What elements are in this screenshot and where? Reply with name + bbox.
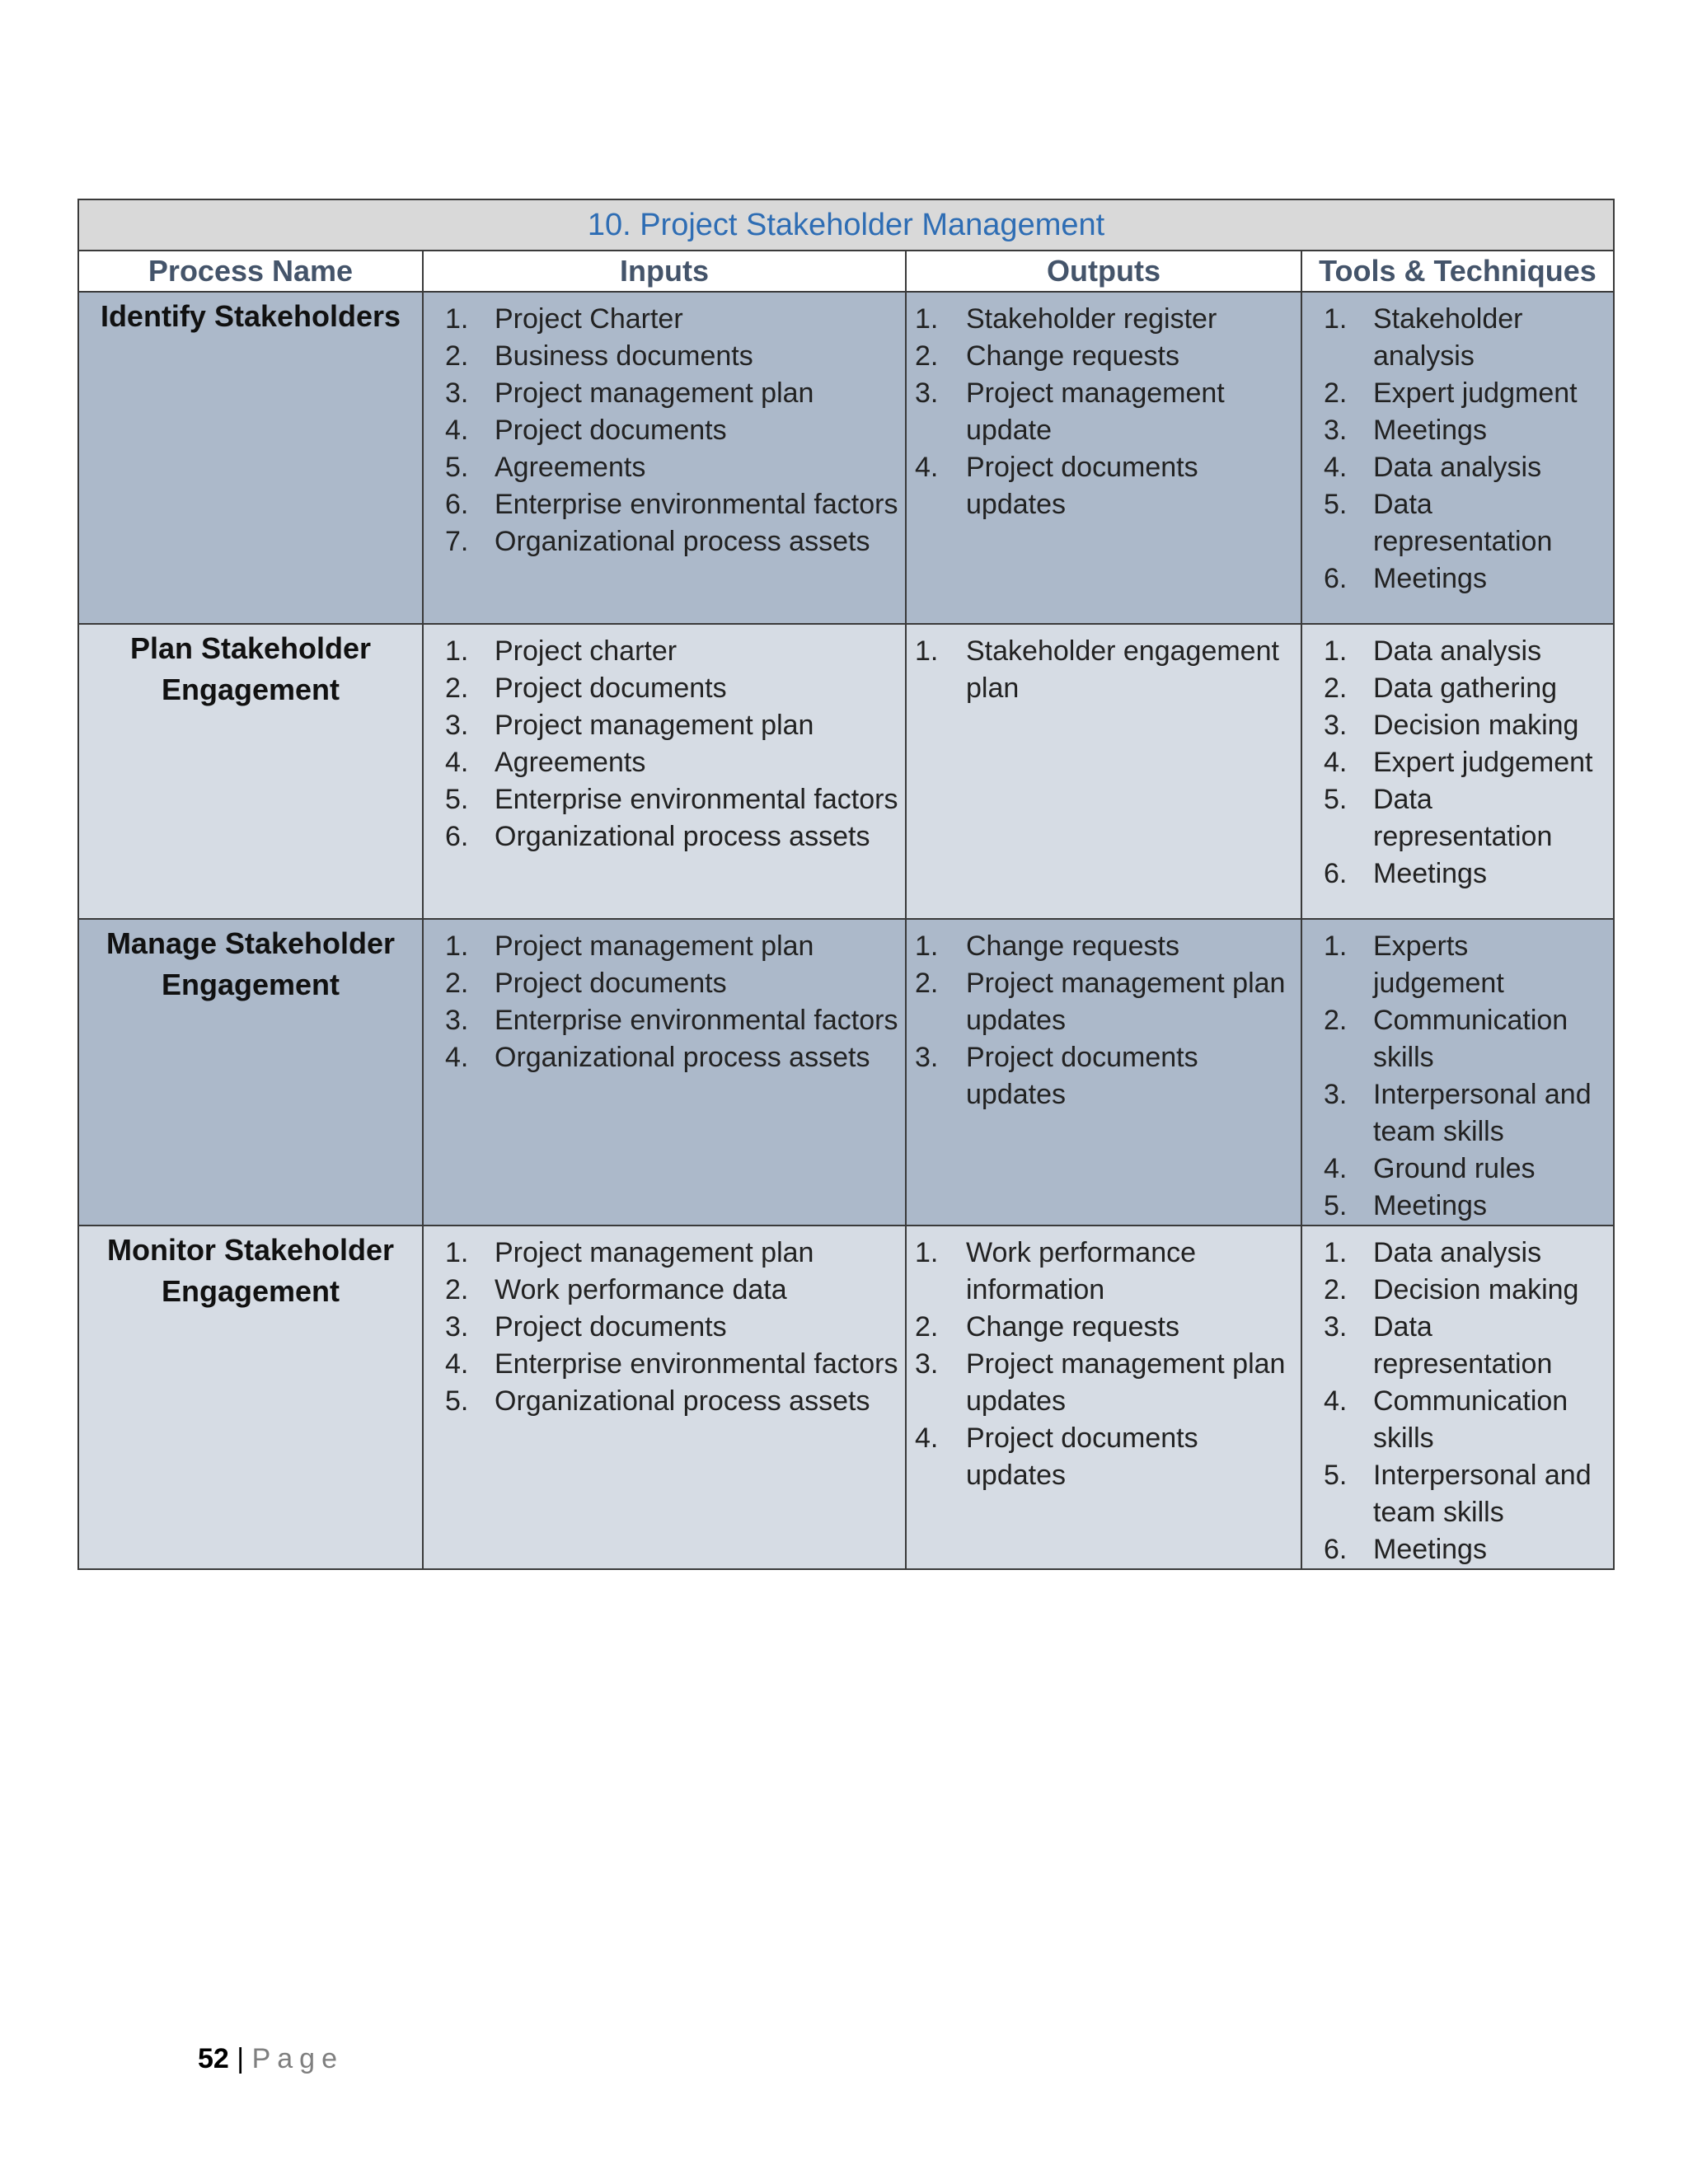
list-item-text: Project documents — [495, 968, 727, 999]
list-item — [1324, 1151, 1606, 1188]
list-item — [445, 412, 898, 449]
list-item-number: 2. — [445, 340, 469, 372]
list-item — [915, 965, 1294, 1039]
list-item — [1324, 1272, 1606, 1309]
table-header-row — [78, 251, 1614, 292]
page-number: 52 — [198, 2043, 229, 2074]
list-item — [915, 1309, 1294, 1346]
page-footer — [198, 2042, 344, 2075]
list-item-text: Decision making — [1373, 710, 1579, 741]
list-item-number: 3. — [1324, 1311, 1348, 1343]
list-item-number: 3. — [445, 710, 469, 741]
list-item-number: 1. — [445, 303, 469, 335]
list-item-text: Data analysis — [1373, 452, 1542, 483]
list-item — [445, 818, 898, 855]
list-item-number: 1. — [915, 1237, 939, 1268]
list-item-number: 3. — [915, 1042, 939, 1073]
list-item — [915, 1235, 1294, 1309]
list-item — [1324, 744, 1606, 781]
list-item — [1324, 449, 1606, 486]
list-item-number: 3. — [445, 377, 469, 409]
list-item-number: 5. — [1324, 1460, 1348, 1491]
inputs-list — [445, 633, 898, 855]
list-item — [445, 928, 898, 965]
list-item-text: Enterprise environmental factors — [495, 489, 898, 520]
list-item-number: 6. — [445, 821, 469, 852]
list-item-number: 2. — [915, 340, 939, 372]
list-item-text: Organizational process assets — [495, 1385, 870, 1417]
outputs-cell — [906, 1226, 1301, 1569]
list-item — [445, 486, 898, 523]
list-item — [445, 338, 898, 375]
list-item-text: Project documents — [495, 1311, 727, 1343]
list-item-text: Organizational process assets — [495, 1042, 870, 1073]
list-item-number: 4. — [1324, 1153, 1348, 1184]
table-body — [78, 292, 1614, 1569]
list-item-text: Enterprise environmental factors — [495, 1348, 898, 1380]
tools-list — [1324, 301, 1606, 598]
inputs-list — [445, 1235, 898, 1420]
list-item-text: Stakeholder engagement plan — [966, 635, 1279, 704]
list-item-text: Agreements — [495, 452, 646, 483]
list-item-text: Project charter — [495, 635, 678, 667]
outputs-cell — [906, 292, 1301, 624]
list-item — [1324, 633, 1606, 670]
list-item-text: Expert judgment — [1373, 377, 1578, 409]
list-item-number: 3. — [445, 1311, 469, 1343]
list-item-number: 2. — [915, 1311, 939, 1343]
list-item-number: 2. — [445, 968, 469, 999]
list-item-number: 4. — [445, 415, 469, 446]
list-item — [445, 1309, 898, 1346]
inputs-cell — [423, 624, 906, 919]
list-item — [1324, 928, 1606, 1002]
list-item-text: Project documents updates — [966, 1422, 1198, 1491]
list-item — [445, 301, 898, 338]
list-item-text: Interpersonal and team skills — [1373, 1079, 1592, 1147]
list-item-number: 4. — [1324, 452, 1348, 483]
list-item-text: Meetings — [1373, 1534, 1487, 1565]
list-item — [445, 781, 898, 818]
table-row — [78, 624, 1614, 919]
list-item — [1324, 412, 1606, 449]
header-process-name: Process Name — [78, 251, 423, 292]
list-item-number: 3. — [915, 1348, 939, 1380]
list-item-number: 2. — [915, 968, 939, 999]
inputs-cell — [423, 1226, 906, 1569]
list-item-number: 2. — [1324, 377, 1348, 409]
stakeholder-management-table — [77, 199, 1615, 1570]
list-item — [445, 523, 898, 560]
header-outputs: Outputs — [906, 251, 1301, 292]
list-item — [1324, 1002, 1606, 1076]
list-item — [445, 744, 898, 781]
list-item — [1324, 1457, 1606, 1531]
inputs-list — [445, 301, 898, 560]
list-item-text: Data gathering — [1373, 673, 1558, 704]
list-item — [1324, 486, 1606, 560]
table-row — [78, 292, 1614, 624]
list-item — [1324, 375, 1606, 412]
header-inputs: Inputs — [423, 251, 906, 292]
list-item — [445, 965, 898, 1002]
list-item-number: 2. — [1324, 673, 1348, 704]
list-item — [915, 449, 1294, 523]
list-item-number: 5. — [445, 452, 469, 483]
inputs-cell — [423, 292, 906, 624]
table-row — [78, 919, 1614, 1226]
list-item-text: Ground rules — [1373, 1153, 1536, 1184]
list-item-number: 4. — [445, 747, 469, 778]
process-name-cell: Monitor Stakeholder Engagement — [78, 1226, 423, 1569]
list-item-text: Enterprise environmental factors — [495, 1005, 898, 1036]
list-item-number: 1. — [445, 930, 469, 962]
list-item-text: Work performance data — [495, 1274, 787, 1305]
list-item-text: Meetings — [1373, 563, 1487, 594]
list-item-number: 4. — [445, 1042, 469, 1073]
list-item-text: Project management plan updates — [966, 1348, 1286, 1417]
list-item-text: Stakeholder register — [966, 303, 1217, 335]
list-item — [1324, 1531, 1606, 1568]
tools-list — [1324, 1235, 1606, 1568]
tools-cell — [1301, 1226, 1614, 1569]
outputs-list — [915, 301, 1294, 523]
list-item-number: 5. — [1324, 489, 1348, 520]
list-item-text: Project documents updates — [966, 452, 1198, 520]
list-item-text: Project documents — [495, 673, 727, 704]
tools-cell — [1301, 919, 1614, 1226]
list-item — [1324, 855, 1606, 893]
list-item-number: 3. — [1324, 1079, 1348, 1110]
list-item — [915, 1346, 1294, 1420]
list-item-text: Change requests — [966, 1311, 1179, 1343]
list-item — [445, 1235, 898, 1272]
list-item-text: Change requests — [966, 930, 1179, 962]
tools-list — [1324, 633, 1606, 893]
outputs-cell — [906, 919, 1301, 1226]
list-item — [915, 1039, 1294, 1113]
list-item-text: Agreements — [495, 747, 646, 778]
list-item-number: 3. — [1324, 710, 1348, 741]
list-item — [1324, 1076, 1606, 1151]
list-item-number: 1. — [445, 635, 469, 667]
tools-cell — [1301, 624, 1614, 919]
table-title: 10. Project Stakeholder Management — [78, 199, 1614, 251]
list-item — [445, 633, 898, 670]
list-item-text: Interpersonal and team skills — [1373, 1460, 1592, 1528]
list-item — [915, 633, 1294, 707]
outputs-list — [915, 928, 1294, 1113]
list-item — [445, 449, 898, 486]
page-separator: | — [237, 2043, 245, 2074]
list-item-number: 6. — [1324, 1534, 1348, 1565]
list-item-text: Project management plan — [495, 1237, 814, 1268]
list-item — [915, 1420, 1294, 1494]
list-item — [445, 1272, 898, 1309]
list-item-text: Data analysis — [1373, 635, 1542, 667]
list-item — [445, 1383, 898, 1420]
list-item — [1324, 560, 1606, 598]
list-item-text: Change requests — [966, 340, 1179, 372]
tools-list — [1324, 928, 1606, 1225]
list-item-text: Expert judgement — [1373, 747, 1593, 778]
list-item-number: 2. — [445, 673, 469, 704]
list-item — [915, 375, 1294, 449]
list-item-text: Data representation — [1373, 1311, 1553, 1380]
list-item — [445, 375, 898, 412]
list-item-number: 5. — [1324, 784, 1348, 815]
list-item-text: Enterprise environmental factors — [495, 784, 898, 815]
list-item-text: Project management plan — [495, 377, 814, 409]
list-item — [1324, 1188, 1606, 1225]
list-item-number: 2. — [1324, 1274, 1348, 1305]
list-item-text: Project documents updates — [966, 1042, 1198, 1110]
list-item-number: 1. — [1324, 303, 1348, 335]
list-item — [1324, 707, 1606, 744]
list-item — [445, 1346, 898, 1383]
list-item-number: 4. — [1324, 747, 1348, 778]
list-item-number: 1. — [1324, 1237, 1348, 1268]
list-item — [915, 338, 1294, 375]
inputs-list — [445, 928, 898, 1076]
list-item — [915, 928, 1294, 965]
process-name-cell: Manage Stakeholder Engagement — [78, 919, 423, 1226]
list-item-number: 2. — [1324, 1005, 1348, 1036]
list-item-number: 1. — [915, 635, 939, 667]
list-item-number: 3. — [915, 377, 939, 409]
list-item — [445, 1002, 898, 1039]
list-item-number: 1. — [915, 303, 939, 335]
list-item-number: 5. — [1324, 1190, 1348, 1221]
list-item-text: Business documents — [495, 340, 753, 372]
process-name-cell: Identify Stakeholders — [78, 292, 423, 624]
list-item-text: Organizational process assets — [495, 821, 870, 852]
tools-cell — [1301, 292, 1614, 624]
list-item — [1324, 781, 1606, 855]
list-item-text: Project management plan — [495, 710, 814, 741]
list-item-text: Project documents — [495, 415, 727, 446]
list-item-number: 2. — [445, 1274, 469, 1305]
list-item-number: 1. — [1324, 930, 1348, 962]
list-item-number: 6. — [445, 489, 469, 520]
list-item-number: 6. — [1324, 858, 1348, 889]
inputs-cell — [423, 919, 906, 1226]
list-item-text: Meetings — [1373, 858, 1487, 889]
table-title-row — [78, 199, 1614, 251]
list-item-text: Communication skills — [1373, 1385, 1568, 1454]
list-item-text: Work performance information — [966, 1237, 1197, 1305]
list-item-number: 5. — [445, 1385, 469, 1417]
list-item-text: Data representation — [1373, 489, 1553, 557]
list-item — [915, 301, 1294, 338]
list-item-number: 4. — [915, 452, 939, 483]
outputs-cell — [906, 624, 1301, 919]
list-item-text: Meetings — [1373, 415, 1487, 446]
list-item-text: Experts judgement — [1373, 930, 1504, 999]
list-item-number: 4. — [1324, 1385, 1348, 1417]
list-item-text: Data representation — [1373, 784, 1553, 852]
list-item-number: 3. — [1324, 415, 1348, 446]
list-item — [445, 1039, 898, 1076]
process-name-cell: Plan Stakeholder Engagement — [78, 624, 423, 919]
list-item — [1324, 1383, 1606, 1457]
list-item — [445, 670, 898, 707]
list-item-number: 1. — [445, 1237, 469, 1268]
list-item-text: Project Charter — [495, 303, 683, 335]
list-item-number: 1. — [1324, 635, 1348, 667]
list-item-text: Stakeholder analysis — [1373, 303, 1523, 372]
list-item-text: Organizational process assets — [495, 526, 870, 557]
table-row — [78, 1226, 1614, 1569]
header-tools-techniques: Tools & Techniques — [1301, 251, 1614, 292]
list-item-number: 4. — [445, 1348, 469, 1380]
list-item — [1324, 301, 1606, 375]
list-item-number: 7. — [445, 526, 469, 557]
outputs-list — [915, 633, 1294, 707]
list-item — [1324, 1309, 1606, 1383]
list-item — [445, 707, 898, 744]
list-item-number: 1. — [915, 930, 939, 962]
list-item-number: 4. — [915, 1422, 939, 1454]
list-item-text: Decision making — [1373, 1274, 1579, 1305]
page-label: Page — [251, 2043, 344, 2074]
list-item-text: Meetings — [1373, 1190, 1487, 1221]
list-item-text: Project management plan updates — [966, 968, 1286, 1036]
list-item — [1324, 1235, 1606, 1272]
list-item-text: Communication skills — [1373, 1005, 1568, 1073]
list-item-number: 3. — [445, 1005, 469, 1036]
list-item-text: Project management update — [966, 377, 1225, 446]
list-item-number: 5. — [445, 784, 469, 815]
list-item-text: Data analysis — [1373, 1237, 1542, 1268]
list-item-number: 6. — [1324, 563, 1348, 594]
outputs-list — [915, 1235, 1294, 1494]
list-item — [1324, 670, 1606, 707]
list-item-text: Project management plan — [495, 930, 814, 962]
